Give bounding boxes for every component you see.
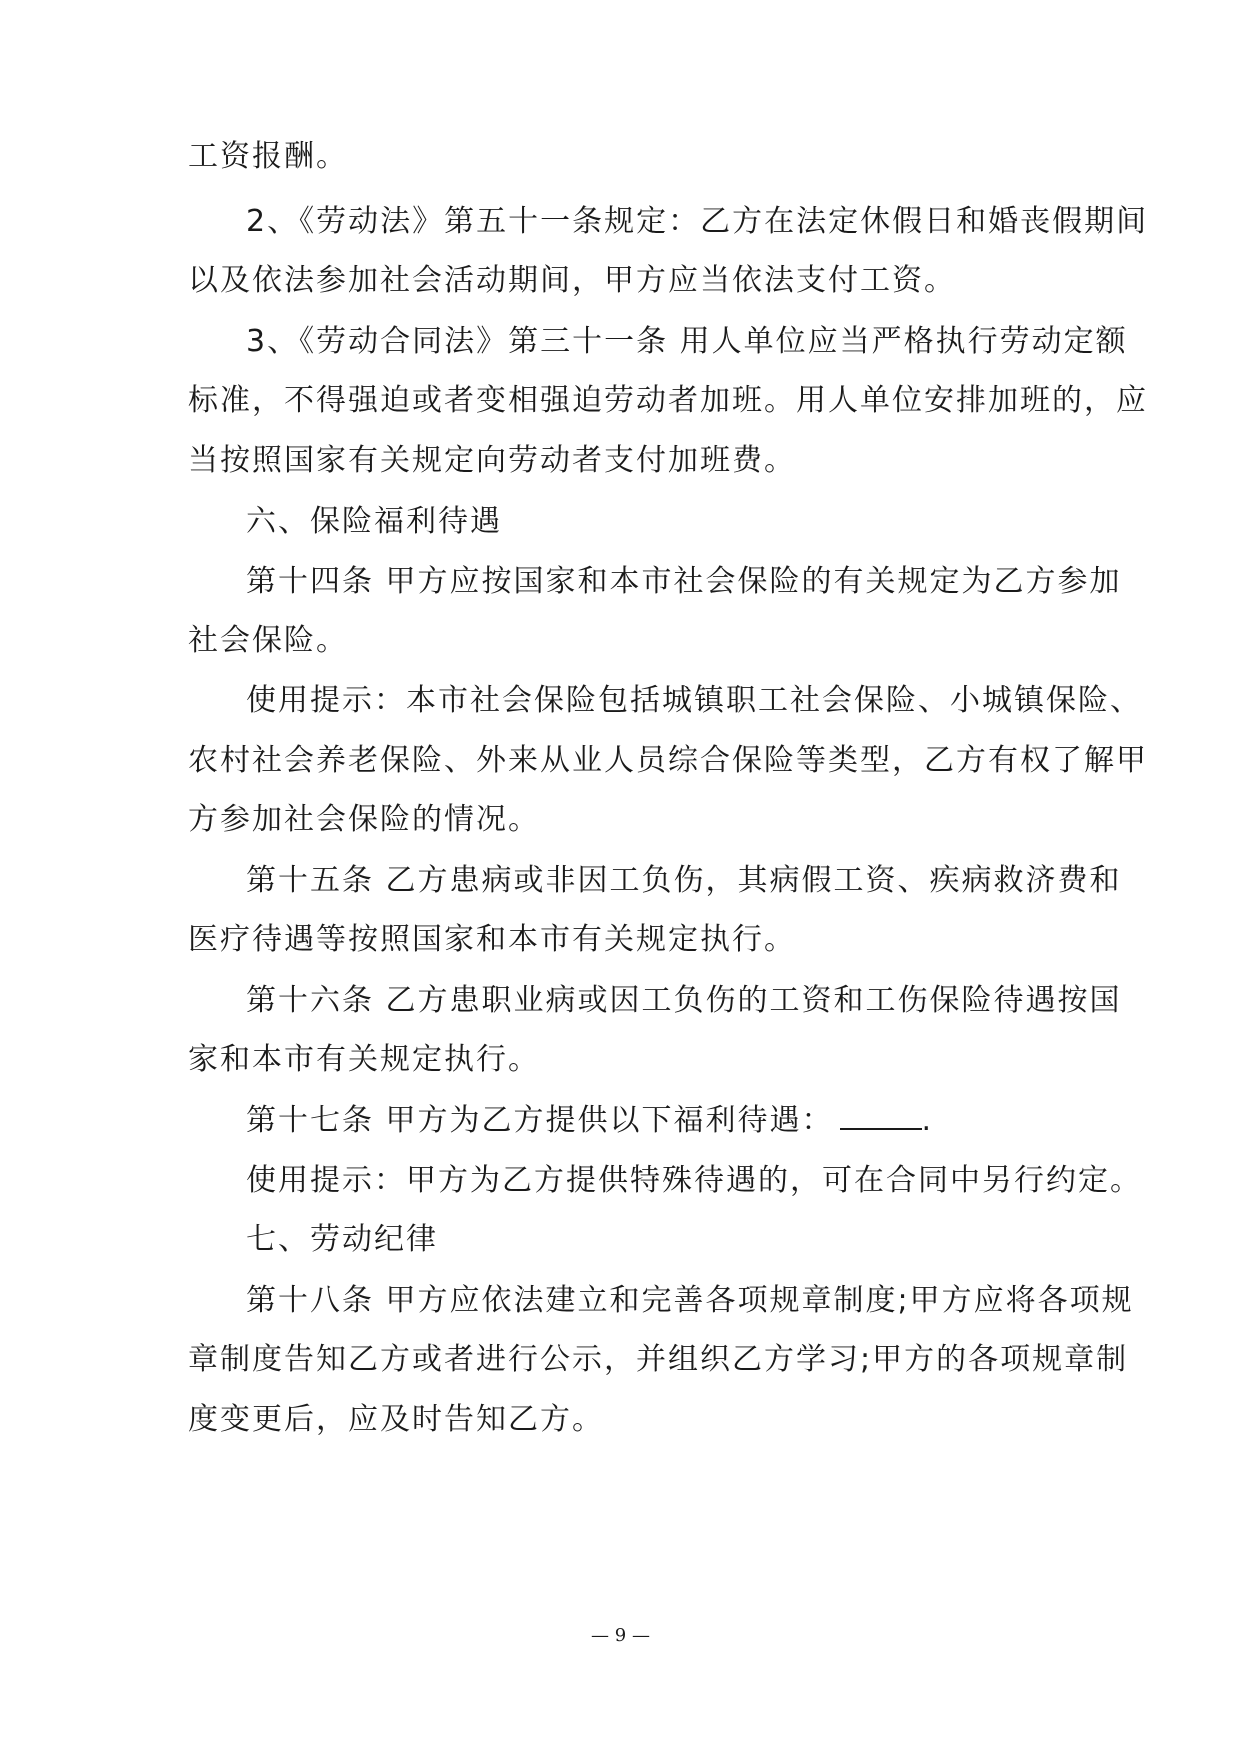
text-line-with-blank bbox=[246, 1101, 933, 1141]
text-line: 3、《劳动合同法》第三十一条 用人单位应当严格执行劳动定额 bbox=[246, 324, 1128, 359]
text-line: 第十八条 甲方应依法建立和完善各项规章制度;甲方应将各项规 bbox=[246, 1283, 1134, 1318]
fill-in-blank bbox=[840, 1102, 922, 1130]
text-line: 标准，不得强迫或者变相强迫劳动者加班。用人单位安排加班的，应 bbox=[188, 383, 1148, 418]
text-line: 度变更后，应及时告知乙方。 bbox=[188, 1402, 604, 1437]
text-line: 章制度告知乙方或者进行公示，并组织乙方学习;甲方的各项规章制 bbox=[188, 1342, 1129, 1377]
section-heading: 六、保险福利待遇 bbox=[246, 504, 502, 539]
text-line: 第十五条 乙方患病或非因工负伤，其病假工资、疾病救济费和 bbox=[246, 863, 1122, 898]
text-line: 2、《劳动法》第五十一条规定：乙方在法定休假日和婚丧假期间 bbox=[246, 204, 1149, 239]
page-number: — 9 — bbox=[591, 1625, 650, 1646]
text-line: 第十六条 乙方患职业病或因工负伤的工资和工伤保险待遇按国 bbox=[246, 983, 1122, 1018]
text-line: 当按照国家有关规定向劳动者支付加班费。 bbox=[188, 443, 796, 478]
text-line: 以及依法参加社会活动期间，甲方应当依法支付工资。 bbox=[188, 263, 956, 298]
text-line: 方参加社会保险的情况。 bbox=[188, 802, 540, 837]
text-line: 农村社会养老保险、外来从业人员综合保险等类型，乙方有权了解甲 bbox=[188, 743, 1148, 778]
text-line: 使用提示：甲方为乙方提供特殊待遇的，可在合同中另行约定。 bbox=[246, 1163, 1142, 1198]
text-line: 工资报酬。 bbox=[188, 139, 348, 174]
section-heading: 七、劳动纪律 bbox=[246, 1222, 438, 1257]
text-line: 家和本市有关规定执行。 bbox=[188, 1042, 540, 1077]
text-line: 社会保险。 bbox=[188, 623, 348, 658]
text-line: 第十四条 甲方应按国家和本市社会保险的有关规定为乙方参加 bbox=[246, 564, 1122, 599]
text-line: 使用提示：本市社会保险包括城镇职工社会保险、小城镇保险、 bbox=[246, 683, 1142, 718]
blank-suffix: . bbox=[921, 1103, 934, 1138]
text-line: 医疗待遇等按照国家和本市有关规定执行。 bbox=[188, 922, 796, 957]
text-segment: 第十七条 甲方为乙方提供以下福利待遇： bbox=[246, 1103, 834, 1138]
